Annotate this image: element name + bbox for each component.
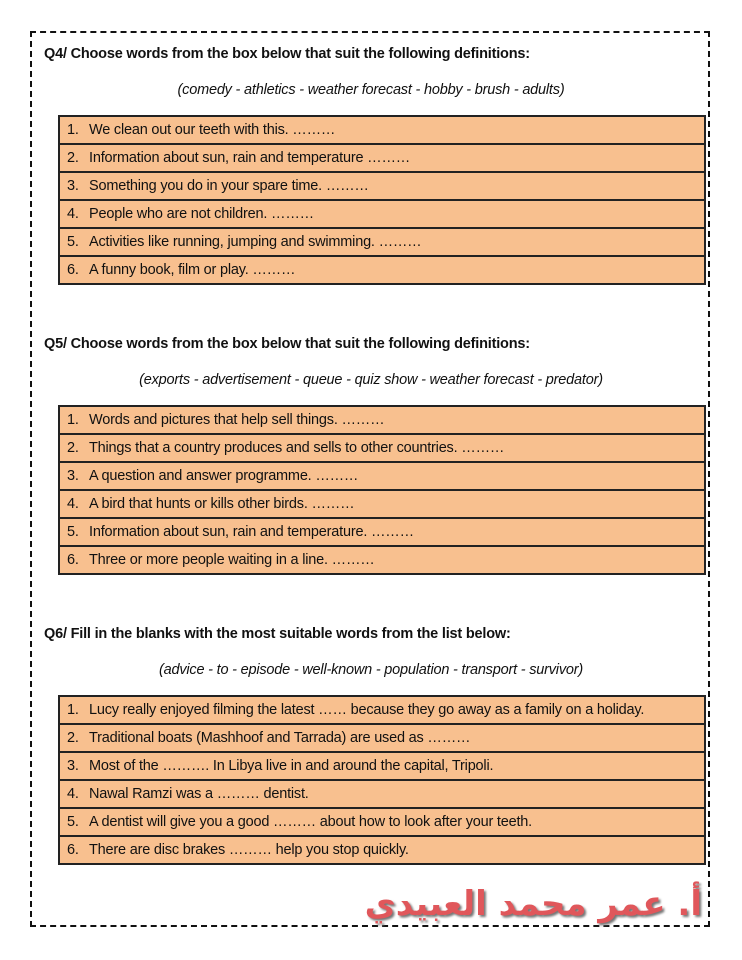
q5-heading: Q5/ Choose words from the box below that suit the following definitions: [44,336,530,352]
q5-item [60,407,704,435]
item-number: 2. [67,440,79,456]
item-text: Three or more people waiting in a line. ……… [89,552,375,568]
item-text: Activities like running, jumping and swimming. ……… [89,234,422,250]
q5-item [60,491,704,519]
item-number: 4. [67,496,79,512]
q6-word-list: (advice - to - episode - well-known - population - transport - survivor) [159,662,583,678]
item-number: 5. [67,524,79,540]
item-text: Things that a country produces and sells to other countries. ……… [89,440,505,456]
item-number: 2. [67,730,79,746]
item-number: 5. [67,234,79,250]
q6-heading: Q6/ Fill in the blanks with the most suitable words from the list below: [44,626,511,642]
q4-definitions-box [58,115,706,285]
q4-item [60,201,704,229]
item-text: Something you do in your spare time. ……… [89,178,369,194]
item-text: People who are not children. ……… [89,206,314,222]
q5-item [60,519,704,547]
item-text: A bird that hunts or kills other birds. ……… [89,496,355,512]
item-text: Traditional boats (Mashhoof and Tarrada) are used as ……… [89,730,471,746]
q5-definitions-box [58,405,706,575]
q4-item [60,145,704,173]
item-text: A question and answer programme. ……… [89,468,359,484]
q5-item [60,463,704,491]
item-text: There are disc brakes ……… help you stop quickly. [89,842,409,858]
q4-item [60,257,704,283]
q4-heading: Q4/ Choose words from the box below that suit the following definitions: [44,46,530,62]
item-number: 4. [67,206,79,222]
q4-item [60,117,704,145]
q4-item [60,173,704,201]
item-text: Lucy really enjoyed filming the latest …… because they go away as a family on a holiday. [89,702,645,718]
item-number: 3. [67,468,79,484]
item-text: A dentist will give you a good ……… about how to look after your teeth. [89,814,533,830]
item-number: 4. [67,786,79,802]
q6-item [60,809,704,837]
q6-sentences-box [58,695,706,865]
item-text: Words and pictures that help sell things. ……… [89,412,385,428]
teacher-signature: أ. عمر محمد العبيدي [361,884,706,924]
q6-item [60,697,704,725]
item-number: 3. [67,178,79,194]
item-text: A funny book, film or play. ……… [89,262,296,278]
item-text: We clean out our teeth with this. ……… [89,122,336,138]
item-number: 6. [67,842,79,858]
item-text: Information about sun, rain and temperature. ……… [89,524,414,540]
q4-word-list: (comedy - athletics - weather forecast - hobby - brush - adults) [177,82,565,98]
item-number: 3. [67,758,79,774]
q6-item [60,753,704,781]
q6-item [60,725,704,753]
q4-item [60,229,704,257]
item-text: Nawal Ramzi was a ……… dentist. [89,786,309,802]
item-number: 2. [67,150,79,166]
q5-word-list: (exports - advertisement - queue - quiz show - weather forecast - predator) [139,372,603,388]
item-number: 6. [67,552,79,568]
item-number: 1. [67,412,79,428]
q5-item [60,547,704,573]
item-text: Information about sun, rain and temperature ……… [89,150,411,166]
item-number: 5. [67,814,79,830]
q5-item [60,435,704,463]
q6-item [60,837,704,863]
item-number: 1. [67,702,79,718]
q6-item [60,781,704,809]
item-number: 6. [67,262,79,278]
item-text: Most of the ………. In Libya live in and around the capital, Tripoli. [89,758,494,774]
item-number: 1. [67,122,79,138]
